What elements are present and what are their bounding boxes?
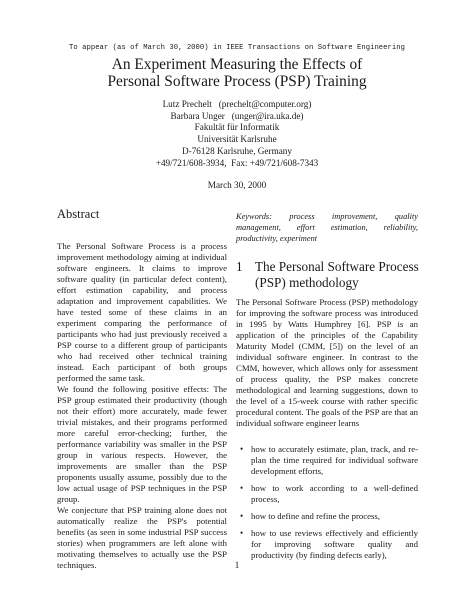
section-title: The Personal Software Process (PSP) methodology: [255, 259, 419, 290]
goal-list: [236, 444, 418, 567]
author-line: Lutz Prechelt (prechelt@computer.org): [162, 99, 312, 109]
affiliation-line: Universität Karlsruhe: [197, 134, 277, 145]
author-block: [0, 99, 474, 169]
abstract-paragraph: We found the following positive effects: The PSP group estimated their productivity (though not their effort) more accurately, made fewer trivial mistakes, and their programs performed more careful error-checking; further, the performance variability was smaller in the PSP group in various respects. However, the improvements are smaller than the PSP proponents usually assume, possibly due to the low actual usage of PSP techniques in the PSP group.: [57, 384, 227, 504]
phone-line: +49/721/608-3934, Fax: +49/721/608-7343: [155, 157, 319, 168]
section-heading: [236, 259, 426, 291]
bullet-icon: •: [240, 444, 244, 454]
title-line-1: An Experiment Measuring the Effects of: [111, 56, 363, 73]
bullet-icon: •: [240, 528, 244, 538]
bullet-icon: •: [240, 511, 244, 521]
list-item-text: how to accurately estimate, plan, track, and re-plan the time required for individual software development efforts,: [251, 444, 418, 476]
abstract-paragraph: The Personal Software Process is a process improvement methodology aiming at individual software engineers. It claims to improve software quality (in particular defect content), effort estimation capability, and process adaptation and improvement capabilities. We have tested some of these claims in an experiment comparing the performance of participants who had just previously received a PSP course to a different group of participants who had received other technical training instead. Each participant of both groups performed the same task.: [57, 241, 227, 383]
affiliation-line: Fakultät für Informatik: [194, 122, 280, 133]
list-item-text: how to use reviews effectively and efficiently for improving software quality and productivity (by finding defects early),: [251, 528, 418, 560]
bullet-icon: •: [240, 483, 244, 493]
section-paragraph: The Personal Software Process (PSP) methodology for improving the software process was introduced in 1995 by Watts Humphrey [6]. PSP is an application of the principles of the Capability Maturity Model (CMM, [5]) on the level of an individual software engineer. In contrast to the CMM, however, which allows only for assessment of process quality, the PSP makes concrete methodological and learning suggestions, down to the level of a 15-week course with rather specific procedural content. The goals of the PSP are that an individual software engineer learns: [236, 297, 418, 428]
paper-title: [0, 56, 474, 90]
section-body: [236, 297, 418, 429]
list-item-text: how to define and refine the process,: [251, 511, 381, 521]
address-line: D-76128 Karlsruhe, Germany: [182, 145, 292, 156]
author-line: Barbara Unger (unger@ira.uka.de): [170, 110, 304, 121]
list-item: [236, 444, 418, 477]
abstract-paragraph: We conjecture that PSP training alone does not automatically realize the PSP's potential benefits (as seen in some industrial PSP success stories) when programmers are left alone with motivating themselves to actually use the PSP techniques.: [57, 505, 227, 570]
list-item: [236, 511, 418, 522]
abstract-heading: Abstract: [57, 207, 100, 221]
keywords: Keywords: process improvement, quality management, effort estimation, reliability, productivity, experiment: [236, 212, 418, 243]
publication-notice: To appear (as of March 30, 2000) in IEEE Transactions on Software Engineering: [69, 44, 405, 52]
section-number: 1: [236, 259, 243, 274]
paper-date: March 30, 2000: [207, 180, 267, 190]
list-item: [236, 528, 418, 561]
page-number: 1: [234, 560, 240, 570]
list-item-text: how to work according to a well-defined process,: [251, 483, 418, 504]
title-line-2: Personal Software Process (PSP) Training: [107, 73, 367, 90]
list-item: [236, 483, 418, 505]
abstract-body: [57, 241, 227, 571]
